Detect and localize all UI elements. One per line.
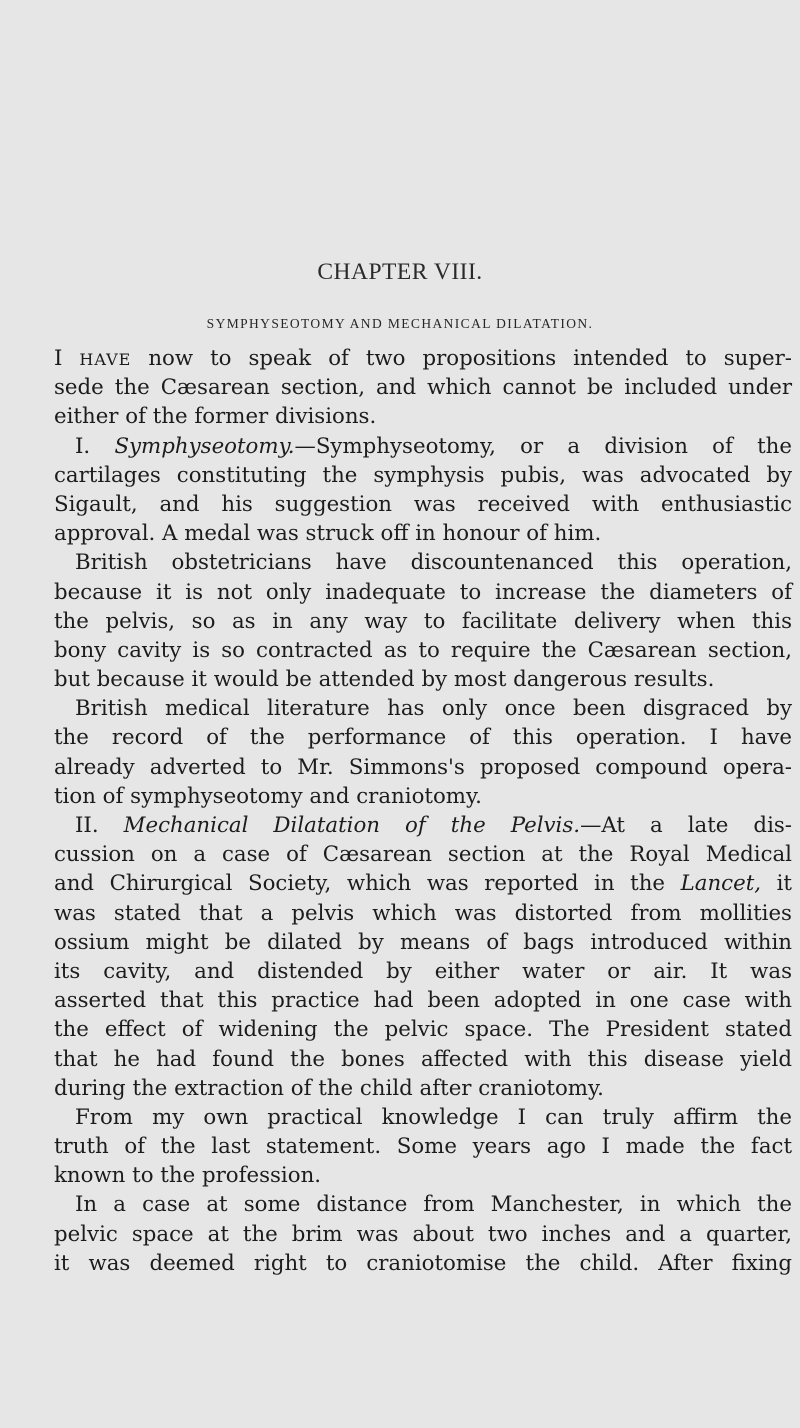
text-line: Sigault, and his suggestion was received with enthusiastic (54, 491, 792, 517)
text-line: pelvic space at the brim was about two inches and a quarter, (54, 1221, 792, 1247)
text-line: cartilages constituting the symphysis pubis, was advocated by (54, 462, 792, 488)
text-line: truth of the last statement. Some years ago I made the fact (54, 1134, 792, 1160)
text-line: the effect of widening the pelvic space. The President stated (54, 1017, 792, 1043)
text-line: and Chirurgical Society, which was reported in the Lancet, it (54, 871, 792, 897)
text-line: British obstetricians have discountenanced this operation, (75, 550, 792, 576)
text-line: during the extraction of the child after craniotomy. (54, 1075, 604, 1101)
text-line: bony cavity is so contracted as to require the Cæsarean section, (54, 637, 792, 663)
text-line: From my own practical knowledge I can truly affirm the (75, 1104, 792, 1130)
chapter-subtitle: SYMPHYSEOTOMY AND MECHANICAL DILATATION. (206, 316, 594, 331)
text-line: known to the profession. (54, 1163, 322, 1189)
text-line: because it is not only inadequate to increase the diameters of (54, 579, 792, 605)
chapter-title: CHAPTER VIII. (317, 259, 483, 285)
text-line: already adverted to Mr. Simmons's proposed compound opera- (54, 754, 792, 780)
text-line: it was deemed right to craniotomise the child. After fixing (54, 1250, 792, 1276)
text-line: I HAVE now to speak of two propositions intended to super- (54, 346, 792, 371)
small-caps-word: HAVE (79, 350, 132, 369)
section-heading: Symphyseotomy. (114, 433, 295, 459)
body-text (54, 344, 792, 1278)
text-line: asserted that this practice had been adopted in one case with (54, 988, 792, 1014)
journal-title: Lancet, (680, 871, 762, 897)
text-line: its cavity, and distended by either water or air. It was (54, 958, 792, 984)
text-line: sede the Cæsarean section, and which cannot be included under (54, 375, 792, 401)
text-line: either of the former divisions. (54, 404, 377, 430)
text-line: I. Symphyseotomy.—Symphyseotomy, or a division of the (75, 433, 792, 459)
text-line: approval. A medal was struck off in honour of him. (54, 521, 602, 547)
text-line: British medical literature has only once been disgraced by (75, 696, 792, 722)
section-heading: Mechanical Dilatation of the Pelvis. (123, 813, 581, 838)
text-line: was stated that a pelvis which was distorted from mollities (54, 900, 792, 926)
drop-letter: I (54, 346, 63, 371)
text-line: cussion on a case of Cæsarean section at the Royal Medical (54, 842, 792, 868)
text-line: but because it would be attended by most dangerous results. (54, 667, 715, 693)
text-line: that he had found the bones affected with this disease yield (54, 1046, 792, 1072)
section-number: I. (75, 433, 91, 459)
text-line: the record of the performance of this operation. I have (54, 725, 792, 751)
text-line: ossium might be dilated by means of bags introduced within (54, 929, 792, 955)
text-line: tion of symphyseotomy and craniotomy. (54, 783, 482, 809)
section-number: II. (75, 813, 99, 838)
text-line: II. Mechanical Dilatation of the Pelvis.—At a late dis- (75, 813, 793, 838)
text-line: the pelvis, so as in any way to facilitate delivery when this (54, 608, 792, 634)
text-line: In a case at some distance from Manchester, in which the (75, 1192, 792, 1218)
